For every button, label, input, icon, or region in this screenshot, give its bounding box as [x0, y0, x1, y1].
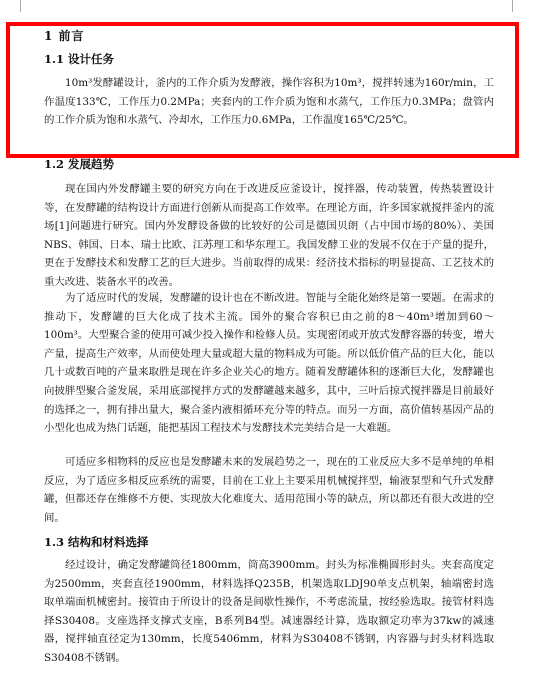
- section-1-2-paragraph-1: 现在国内外发酵罐主要的研究方向在于改进反应釜设计，搅拌器，传动装置，传热装置设计等，在发酵罐的结构设计方面进行创新从而提高工作效率。在理论方面，许多国家就搅拌釜内的流场[1]问题进行研究。国内外发酵设备做的比较好的公司是德国贝朗（占中国市场的80%）、美国NBS、韩国、日本、瑞士比欧、江苏理工和华东理工。我国发酵工业的发展不仅在于产量的提升，更在于发酵技术和发酵工艺的巨大进步。当前取得的成果：经济技术指标的明显提高、工艺技术的重大改进、装备水平的改善。: [44, 183, 494, 288]
- section-1-2-paragraph-2: 为了适应时代的发展，发酵罐的设计也在不断改进。智能与全能化始终是第一要题。在需求的推动下，发酵罐的巨大化成了技术主流。国外的聚合容积已由之前的8～40m³增加到60～100m³。大型聚合釜的使用可减少投入操作和检修人员。实现密闭或开放式发酵容器的转变，增大产量，提高生产效率，从而使处理大量或超大量的物料成为可能。所以低价值产品的巨大化，能以几十或数百吨的产量来取胜是现在许多企业关心的地方。随着发酵罐体积的逐渐巨大化，发酵罐也向披胖型聚合釜发展，采用底部搅拌方式的发酵罐越来越多，其中，三叶后掠式搅拌器是目前最好的选择之一，拥有排出量大，聚合釜内液相循环充分等的特点。而另一方面，高价值转基因产品的小型化也成为热门话题，能把基因工程技术与发酵技术完美结合是一大难题。: [44, 292, 494, 435]
- section-1-1-text: 10m³发酵罐设计，釜内的工作介质为发酵液，操作容积为10m³，搅拌转速为160r/min，工作温度133℃，工作压力0.2MPa；夹套内的工作介质为饱和水蒸气，工作压力0.3MPa；盘管内的工作介质为饱和水蒸气、冷却水，工作压力0.6MPa，工作温度165℃/25℃。: [44, 77, 494, 127]
- section-heading-1-2: 1.2 发展趋势: [44, 157, 115, 171]
- section-1-3-paragraph-1: 经过设计，确定发酵罐筒径1800mm，筒高3900mm。封头为标准椭圆形封头。夹套高度定为2500mm，夹套直径1900mm，材料选择Q235B，机架选取LDJ90单支点机架，轴端密封选取单端面机械密封。接管由于所设计的设备是间歇性操作，不考虑流量，按经验选取。接管材料选择S30408。支座选择支撑式支座，B系列B4型。减速器经计算，选取额定功率为37kw的减速器，搅拌轴直径定为130mm，长度5406mm，材料为S30408不锈钢，内容器与封头材料选取S30408不锈钢。: [44, 559, 494, 664]
- section-heading-1-3: 1.3 结构和材料选择: [44, 535, 149, 549]
- margin-mark: [20, 0, 21, 12]
- section-1-2-paragraph-3: 可适应多相物料的反应也是发酵罐未来的发展趋势之一，现在的工业反应大多不是单纯的单相反应，为了适应多相反应系统的需要，目前在工业上主要采用机械搅拌型，输液泵型和气升式发酵罐，但都还存在维修不方便、实现放大化难度大、适用范围小等的缺点，所以都还有很大改进的空间。: [44, 456, 494, 524]
- chapter-heading: 1 前言: [44, 29, 85, 43]
- section-heading-1-1: 1.1 设计任务: [44, 52, 115, 66]
- margin-mark: [512, 0, 513, 12]
